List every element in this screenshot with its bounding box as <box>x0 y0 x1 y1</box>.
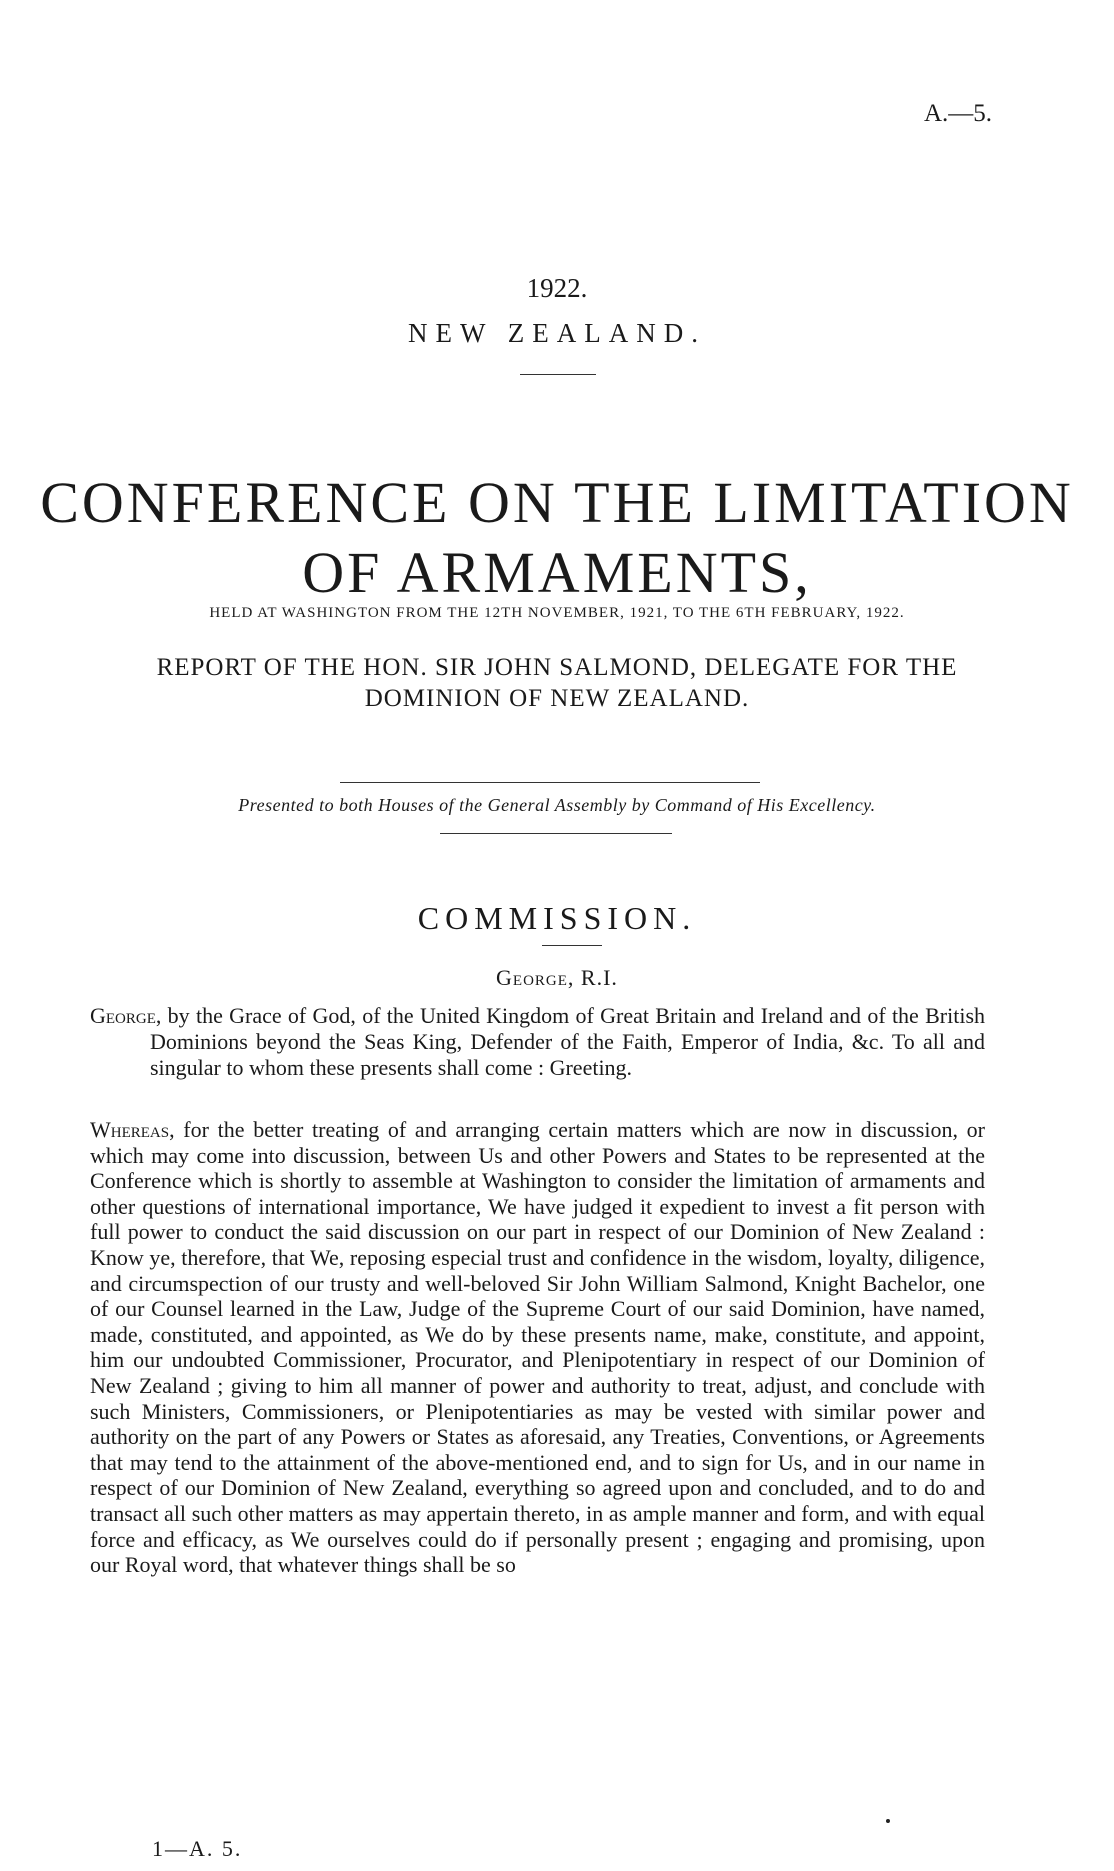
paragraph-2-body: for the better treating of and arranging certain matters which are now in discussion, or which may come into discussion, between Us and other Powers and States to be represented at the Conference which is shortly to assemble at Washington to consider the limitation of armaments and other questions of international importance, We have judged it expedient to invest a fit person with full power to conduct the said discussion on our part in respect of our Dominion of New Zealand : Know ye, therefore, that We, reposing especial trust and confidence in the wisdom, loyalty, diligence, and circumspection of our trusty and well-beloved Sir John William Salmond, Knight Bachelor, one of our Counsel learned in the Law, Judge of the Supreme Court of our said Dominion, have named, made, constituted, and appointed, as We do by these presents name, make, constitute, and appoint, him our undoubted Commissioner, Procurator, and Plenipotentiary in respect of our Dominion of New Zealand ; giving to him all manner of power and authority to treat, adjust, and conclude with such Ministers, Commissioners, or Plenipotentiaries as may be vested with similar power and authority on the part of any Powers or States as aforesaid, any Treaties, Conventions, or Agreements that may tend to the attainment of the above-mentioned end, and to sign for Us, and in our name in respect of our Dominion of New Zealand, everything so agreed upon and concluded, and to do and transact all such other matters as may appertain thereto, in as ample manner and form, and with equal force and efficacy, as We ourselves could do if personally present ; engaging and promising, upon our Royal word, that whatever things shall be so <box>90 1117 985 1578</box>
held-subtitle: HELD AT WASHINGTON FROM THE 12TH NOVEMBER, 1921, TO THE 6TH FEBRUARY, 1922. <box>209 605 905 621</box>
title-line-2: OF ARMAMENTS, <box>302 540 812 605</box>
commission-paragraph-2 <box>90 1117 985 1578</box>
document-reference: A.—5. <box>923 100 992 127</box>
lower-divider <box>440 833 672 834</box>
paragraph-1-body: by the Grace of God, of the United Kingdom of Great Britain and Ireland and of the British Dominions beyond the Seas King, Defender of the Faith, Emperor of India, &c. To all and singular to whom these presents shall come : Greeting. <box>150 1003 985 1080</box>
year: 1922. <box>526 273 588 303</box>
paragraph-2-lead: Whereas, <box>90 1117 175 1142</box>
commission-heading: COMMISSION. <box>417 900 697 936</box>
upper-divider <box>340 782 760 783</box>
report-line-2: DOMINION OF NEW ZEALAND. <box>364 685 750 712</box>
commission-paragraph-1 <box>90 1003 985 1081</box>
paragraph-1-lead: George, <box>90 1003 162 1028</box>
report-heading <box>0 652 1114 714</box>
royal-signature: George, R.I. <box>496 965 618 990</box>
short-divider <box>520 374 596 375</box>
ink-speck <box>886 1819 890 1823</box>
report-line-1: REPORT OF THE HON. SIR JOHN SALMOND, DELEGATE FOR THE <box>156 654 958 681</box>
country-heading: NEW ZEALAND. <box>408 318 706 348</box>
sheet-reference: 1—A. 5. <box>152 1836 243 1861</box>
title-line-1: CONFERENCE ON THE LIMITATION <box>40 470 1074 535</box>
document-title <box>0 468 1114 608</box>
presented-line: Presented to both Houses of the General Assembly by Command of His Excellency. <box>238 795 876 815</box>
commission-divider <box>542 945 602 946</box>
